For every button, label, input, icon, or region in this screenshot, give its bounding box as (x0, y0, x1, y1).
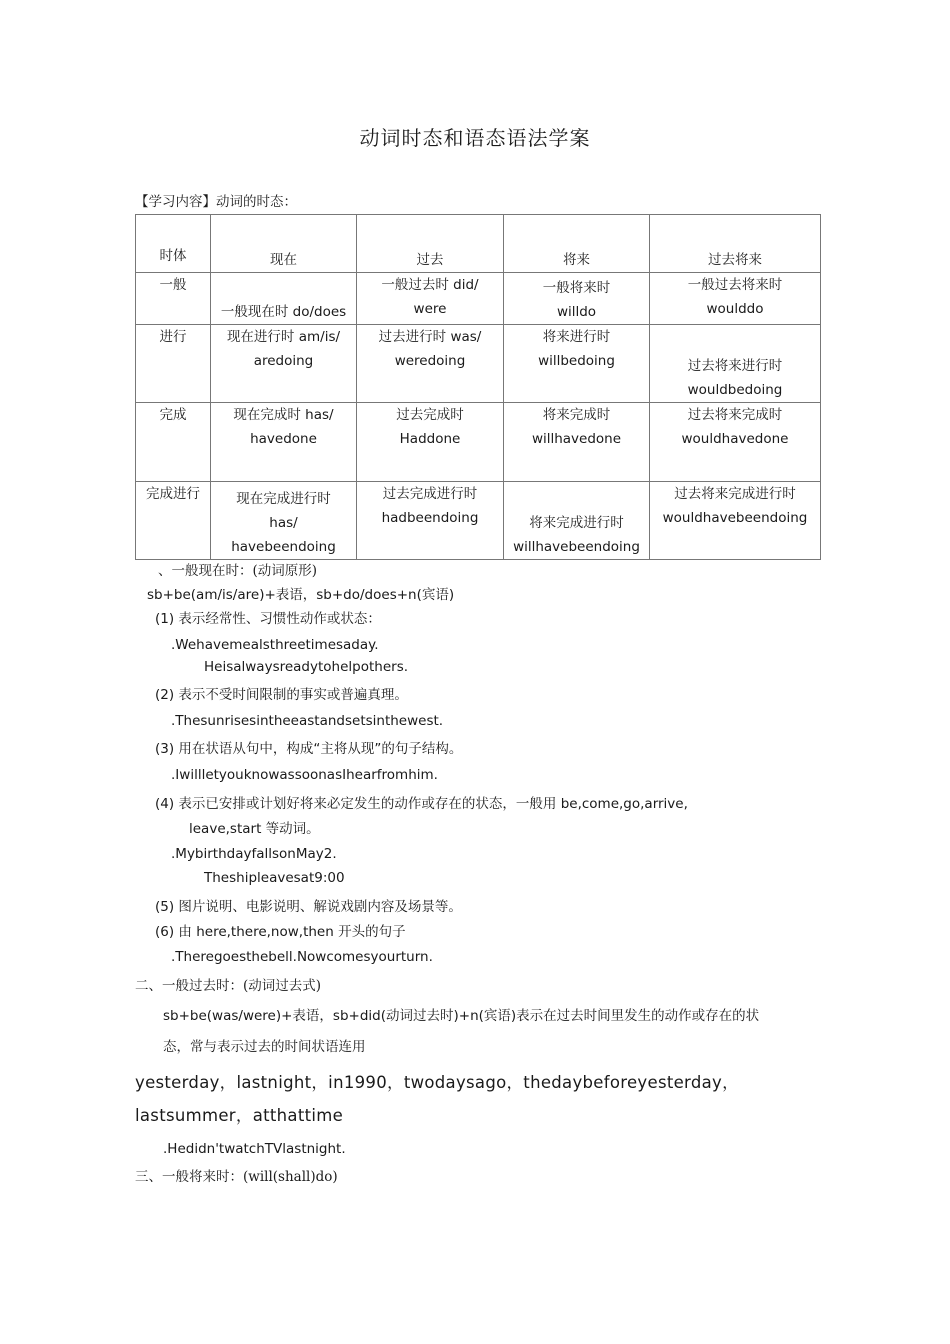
time-expressions: lastsummer，atthattime (135, 1106, 344, 1125)
example-sentence: .Hedidn'twatchTVlastnight. (163, 1141, 346, 1157)
table-cell: 一般过去时 did/ were (357, 273, 504, 325)
tense-table (135, 214, 821, 560)
example-sentence: .Theregoesthebell.Nowcomesyourturn. (171, 949, 433, 965)
table-row (136, 482, 821, 560)
header-cell: 现在 (211, 215, 357, 273)
table-cell: 将来进行时 willbedoing (504, 325, 650, 403)
example-sentence: .MybirthdayfallsonMay2. (171, 846, 337, 862)
row-label: 完成进行 (136, 482, 211, 560)
list-item: (1) 表示经常性、习惯性动作或状态： (155, 611, 381, 627)
table-cell: 过去将来完成进行时 wouldhavebeendoing (650, 482, 821, 560)
section-heading: 三、一般将来时：(will(shall)do) (135, 1169, 338, 1185)
table-cell: 现在完成时 has/ havedone (211, 403, 357, 482)
list-item: (4) 表示已安排或计划好将来必定发生的动作或存在的状态，一般用 be,come,go,arrive, (155, 796, 688, 812)
table-cell: 过去完成时 Haddone (357, 403, 504, 482)
table-row (136, 325, 821, 403)
list-item: (5) 图片说明、电影说明、解说戏剧内容及场景等。 (155, 899, 462, 915)
header-cell: 时体 (136, 215, 211, 273)
example-sentence: Heisalwaysreadytohelpothers. (204, 659, 409, 675)
page-title: 动词时态和语态语法学案 (359, 126, 591, 150)
table-cell: 将来完成时 willhavedone (504, 403, 650, 482)
table-cell: 过去将来进行时 wouldbedoing (650, 325, 821, 403)
formula-continued: 态，常与表示过去的时间状语连用 (163, 1039, 366, 1055)
row-label: 进行 (136, 325, 211, 403)
table-cell: 一般过去将来时 woulddo (650, 273, 821, 325)
section-heading: 、一般现在时：(动词原形) (158, 563, 318, 579)
header-cell: 过去将来 (650, 215, 821, 273)
table-cell: 过去进行时 was/ weredoing (357, 325, 504, 403)
table-row (136, 273, 821, 325)
table-cell: 一般将来时 willdo (504, 273, 650, 325)
formula: sb+be(was/were)+表语，sb+did(动词过去时)+n(宾语)表示在过去时间里发生的动作或存在的状 (163, 1008, 760, 1024)
section-heading: 二、一般过去时：(动词过去式) (135, 978, 322, 994)
example-sentence: .Thesunrisesintheeastandsetsinthewest. (171, 713, 444, 729)
table-cell: 过去完成进行时 hadbeendoing (357, 482, 504, 560)
example-sentence: .IwillletyouknowassoonasIhearfromhim. (171, 767, 438, 783)
table-cell: 将来完成进行时 willhavebeendoing (504, 482, 650, 560)
row-label: 完成 (136, 403, 211, 482)
header-cell: 将来 (504, 215, 650, 273)
time-expressions: yesterday，lastnight，in1990，twodaysago，thedaybeforeyesterday， (135, 1073, 739, 1092)
formula: sb+be(am/is/are)+表语，sb+do/does+n(宾语) (147, 587, 455, 603)
table-row (136, 403, 821, 482)
table-cell: 现在完成进行时 has/ havebeendoing (211, 482, 357, 560)
list-item: (2) 表示不受时间限制的事实或普遍真理。 (155, 687, 408, 703)
list-item: (6) 由 here,there,now,then 开头的句子 (155, 924, 406, 940)
list-item-continued: leave,start 等动词。 (189, 821, 320, 837)
example-sentence: Theshipleavesat9:00 (204, 870, 345, 886)
example-sentence: .Wehavemealsthreetimesaday. (171, 637, 379, 653)
row-label: 一般 (136, 273, 211, 325)
table-cell: 一般现在时 do/does (211, 273, 357, 325)
section-label: 【学习内容】动词的时态： (135, 194, 297, 210)
table-header-row (136, 215, 821, 273)
header-cell: 过去 (357, 215, 504, 273)
list-item: (3) 用在状语从句中，构成“主将从现”的句子结构。 (155, 741, 463, 757)
table-cell: 现在进行时 am/is/ aredoing (211, 325, 357, 403)
table-cell: 过去将来完成时 wouldhavedone (650, 403, 821, 482)
